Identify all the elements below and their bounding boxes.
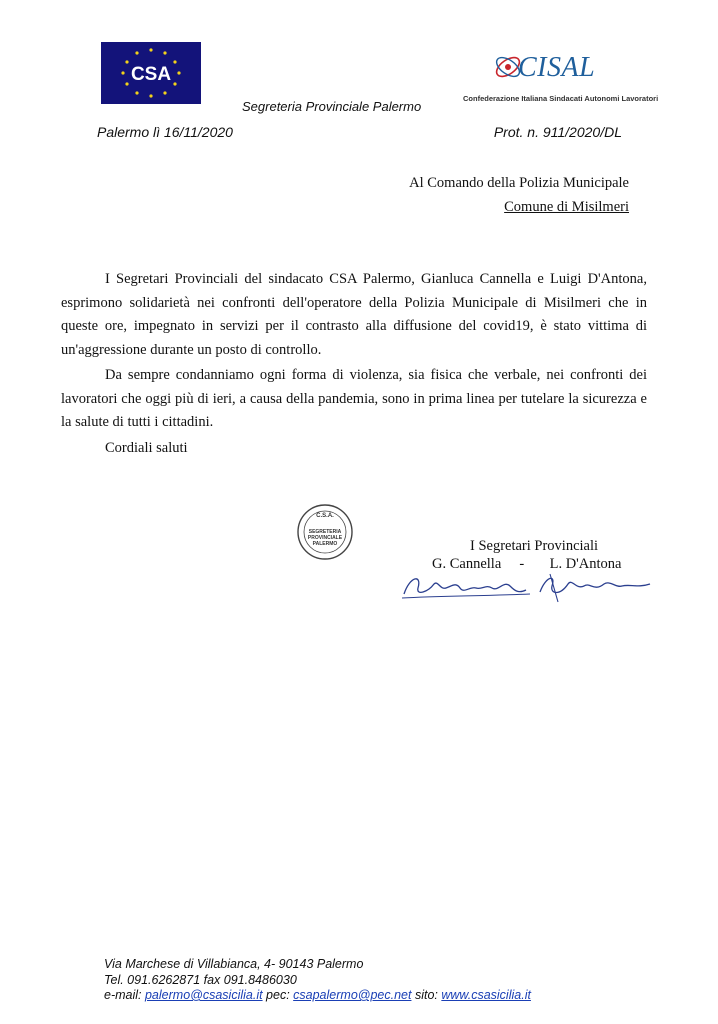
stamp-line-1: SEGRETERIA bbox=[308, 529, 342, 535]
recipient-line-2: Comune di Misilmeri bbox=[504, 199, 629, 215]
place-date: Palermo lì 16/11/2020 bbox=[97, 124, 233, 140]
pec-label: pec: bbox=[262, 988, 294, 1002]
site-link[interactable]: www.csasicilia.it bbox=[441, 988, 531, 1002]
signature-title: I Segretari Provinciali bbox=[470, 538, 599, 554]
footer-contacts bbox=[104, 988, 531, 1004]
letter-body bbox=[61, 268, 647, 460]
body-paragraph-2: Da sempre condanniamo ogni forma di violenza, sia fisica che verbale, nei confronti dei lavoratori che oggi più di ieri, a causa della pandemia, sono in prima linea per tutelare la sicurezza e la salute di tutti i cittadini. bbox=[61, 367, 647, 430]
cisal-subtitle: Confederazione Italiana Sindacati Autonomi Lavoratori bbox=[463, 94, 659, 103]
stamp-top-text: C.S.A. bbox=[316, 513, 334, 519]
csa-logo bbox=[101, 42, 201, 104]
body-paragraph-1: I Segretari Provinciali del sindacato CSA Palermo, Gianluca Cannella e Luigi D'Antona, esprimono solidarietà nei confronti dell'operatore della Polizia Municipale di Misilmeri che in queste ore, impegnato in servizi per il contrasto alla diffusione del covid19, è stato vittima di un'aggressione durante un posto di controllo. bbox=[61, 271, 647, 358]
email-link[interactable]: palermo@csasicilia.it bbox=[144, 988, 263, 1002]
stamp-line-2: PROVINCIALE bbox=[307, 535, 343, 541]
closing-text: Cordiali saluti bbox=[105, 439, 188, 456]
email-label: e-mail: bbox=[104, 988, 145, 1002]
footer bbox=[104, 957, 531, 1004]
signature-names: G. Cannella - L. D'Antona bbox=[432, 556, 622, 572]
footer-address: Via Marchese di Villabianca, 4- 90143 Palermo bbox=[104, 957, 364, 971]
pec-link[interactable]: csapalermo@pec.net bbox=[293, 988, 412, 1002]
official-stamp bbox=[296, 503, 354, 566]
csa-logo-text: CSA bbox=[130, 64, 172, 85]
protocol-number: Prot. n. 911/2020/DL bbox=[493, 124, 622, 140]
site-label: sito: bbox=[411, 988, 442, 1002]
cisal-logo-text: CISAL bbox=[518, 52, 596, 83]
handwritten-signature bbox=[400, 566, 660, 611]
segreteria-label: Segreteria Provinciale Palermo bbox=[242, 99, 422, 114]
stamp-line-3: PALERMO bbox=[312, 541, 338, 547]
recipient-line-1: Al Comando della Polizia Municipale bbox=[409, 175, 629, 191]
footer-phone: Tel. 091.6262871 fax 091.8486030 bbox=[104, 972, 297, 987]
